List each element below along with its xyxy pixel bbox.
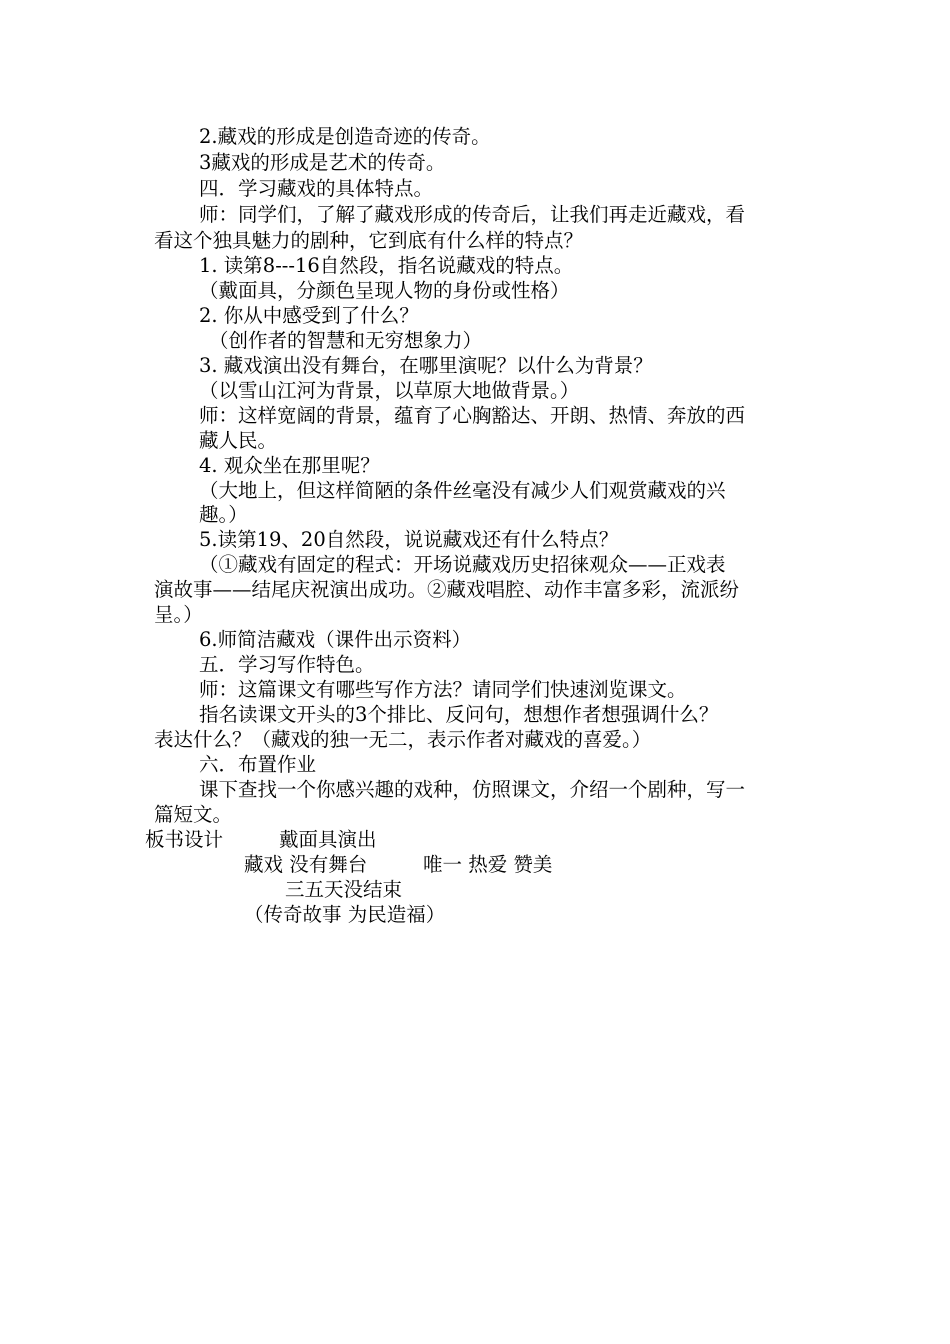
text-line: 1. 读第8---16自然段，指名说藏戏的特点。 <box>199 254 574 277</box>
text-line: （①藏戏有固定的程式：开场说藏戏历史招徕观众——正戏表 <box>199 553 726 576</box>
text-line: 演故事——结尾庆祝演出成功。②藏戏唱腔、动作丰富多彩，流派纷 <box>154 578 740 601</box>
text-line: 3藏戏的形成是艺术的传奇。 <box>199 151 446 174</box>
text-line: 师：这样宽阔的背景，蕴育了心胸豁达、开朗、热情、奔放的西 <box>199 404 746 427</box>
text-line: （大地上，但这样简陋的条件丝毫没有减少人们观赏藏戏的兴 <box>199 479 726 502</box>
board-line: 唯一 热爱 赞美 <box>423 853 553 876</box>
board-label: 板书设计 <box>145 828 224 851</box>
text-line: （以雪山江河为背景，以草原大地做背景。） <box>199 379 580 402</box>
text-line: （创作者的智慧和无穷想象力） <box>209 329 483 352</box>
text-line: 5.读第19、20自然段，说说藏戏还有什么特点？ <box>199 528 619 551</box>
text-line: 呈。） <box>154 603 203 626</box>
text-line: 藏人民。 <box>199 429 278 452</box>
section-heading: 六．布置作业 <box>199 753 317 776</box>
board-line: （传奇故事 为民造福） <box>244 903 446 926</box>
text-line: 6.师简洁藏戏（课件出示资料） <box>199 628 472 651</box>
text-line: 师：同学们，了解了藏戏形成的传奇后，让我们再走近藏戏，看 <box>199 203 746 226</box>
section-heading: 四．学习藏戏的具体特点。 <box>199 177 434 200</box>
text-line: 4. 观众坐在那里呢？ <box>199 454 380 477</box>
board-line: 三五天没结束 <box>285 878 403 901</box>
text-line: 篇短文。 <box>154 803 233 826</box>
text-line: 2.藏戏的形成是创造奇迹的传奇。 <box>199 125 491 148</box>
text-line: 表达什么？（藏戏的独一无二，表示作者对藏戏的喜爱。） <box>154 728 652 751</box>
text-line: 指名读课文开头的3个排比、反问句，想想作者想强调什么？ <box>199 703 719 726</box>
board-line: 戴面具演出 <box>279 828 377 851</box>
board-line: 藏戏 没有舞台 <box>244 853 368 876</box>
text-line: 2. 你从中感受到了什么？ <box>199 304 419 327</box>
text-line: 看这个独具魅力的剧种，它到底有什么样的特点？ <box>154 229 584 252</box>
text-line: 趣。） <box>199 503 248 526</box>
text-line: 课下查找一个你感兴趣的戏种，仿照课文，介绍一个剧种，写一 <box>199 778 746 801</box>
text-line: 师：这篇课文有哪些写作方法？请同学们快速浏览课文。 <box>199 678 687 701</box>
text-line: （戴面具，分颜色呈现人物的身份或性格） <box>199 279 570 302</box>
section-heading: 五．学习写作特色。 <box>199 653 375 676</box>
text-line: 3. 藏戏演出没有舞台，在哪里演呢？以什么为背景？ <box>199 354 653 377</box>
